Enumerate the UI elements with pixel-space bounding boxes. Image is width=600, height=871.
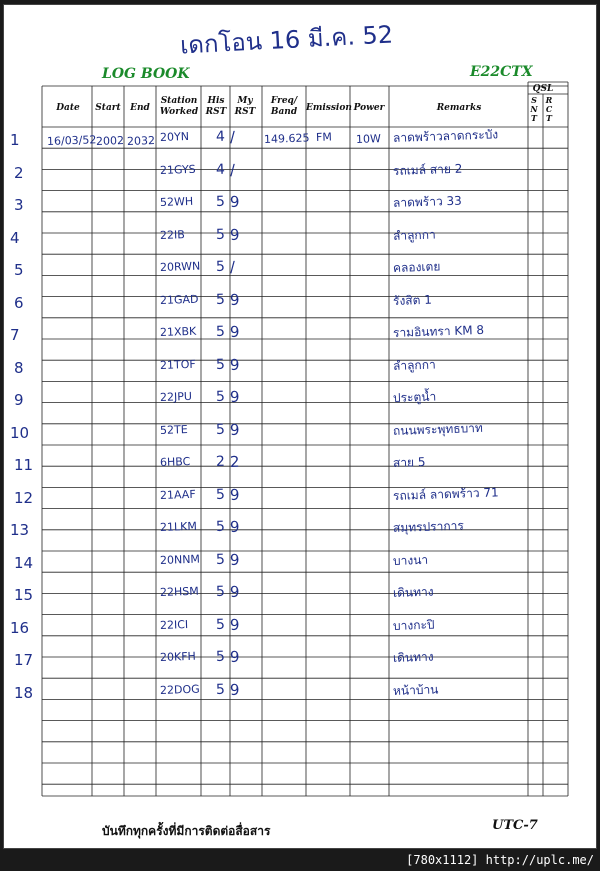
entry-my-rst: / [229, 257, 236, 276]
entry-station: 21TOF [159, 357, 196, 372]
entry-my-rst: 9 [229, 550, 240, 569]
entry-his-rst: 5 [215, 616, 226, 633]
entry-station: 22HSM [159, 584, 199, 599]
entry-my-rst: 9 [229, 290, 240, 309]
watermark: [780x1112] http://uplc.me/ [406, 853, 594, 867]
entry-number: 7 [10, 326, 20, 344]
entry-station: 21AAF [159, 487, 196, 502]
entry-his-rst: 4 [215, 161, 226, 178]
col-my-rst: My RST [234, 96, 256, 117]
entry-station: 20NNM [159, 552, 201, 567]
entry-station: 22IB [159, 227, 186, 242]
entry-his-rst: 5 [215, 258, 226, 275]
entry-my-rst: 9 [229, 582, 240, 601]
entry-number: 8 [14, 358, 24, 377]
entry-number: 14 [14, 553, 34, 572]
entry-his-rst: 5 [215, 648, 226, 665]
entry-number: 18 [14, 683, 34, 702]
entry-station: 22ICI [159, 617, 189, 632]
entry-remark: ประตูน้ำ [392, 389, 437, 405]
col-date: Date [56, 103, 80, 113]
entry-number: 5 [14, 261, 24, 279]
entry-remark: ลำลูกกา [392, 357, 436, 373]
entry-number: 2 [14, 163, 24, 182]
col-end: End [130, 103, 150, 113]
entry-number: 4 [10, 228, 20, 247]
entry-remark: ลาดพร้าว 33 [392, 193, 462, 210]
entry-station: 22DOG [159, 682, 200, 697]
entry-my-rst: 9 [229, 680, 240, 699]
entry-station: 52TE [159, 422, 188, 437]
entry-1-emission: FM [315, 130, 333, 144]
col-remarks: Remarks [436, 103, 482, 113]
entry-remark: รถเมล์ ลาดพร้าว 71 [392, 484, 499, 503]
entry-my-rst: 9 [229, 517, 240, 536]
entry-number: 17 [14, 651, 34, 669]
entry-his-rst: 5 [215, 681, 226, 698]
entry-station: 21XBK [159, 324, 197, 339]
entry-my-rst: 2 [229, 452, 240, 471]
entry-my-rst: / [229, 160, 236, 179]
entry-station: 21GYS [159, 162, 196, 177]
entry-1-start: 2002 [95, 134, 125, 148]
entry-my-rst: 9 [229, 485, 240, 504]
entry-1-date: 16/03/52 [46, 133, 97, 148]
entry-station: 52WH [159, 194, 194, 209]
entry-number: 15 [14, 586, 34, 604]
entry-his-rst: 5 [215, 226, 226, 243]
entry-my-rst: / [229, 127, 236, 146]
entry-my-rst: 9 [229, 420, 240, 439]
entry-1-end: 2032 [126, 134, 156, 148]
entry-station: 21GAD [159, 292, 199, 307]
entry-number: 3 [14, 196, 24, 214]
entry-remark: สมุทรปราการ [392, 518, 465, 535]
col-his-rst: His RST [205, 96, 227, 117]
entry-station: 20YN [159, 129, 190, 144]
entry-remark: ลำลูกกา [392, 227, 436, 243]
entry-number: 6 [14, 293, 24, 312]
entry-1-freq: 149.625 [263, 131, 310, 146]
entry-number: 9 [14, 391, 24, 409]
entry-1-power: 10W [355, 132, 382, 146]
col-power: Power [353, 103, 385, 113]
entry-number: 1 [10, 131, 20, 149]
entry-number: 16 [10, 618, 30, 637]
entry-remark: เดินทาง [392, 584, 434, 600]
entry-remark: ลาดพร้าวลาดกระบัง [392, 127, 499, 145]
entry-my-rst: 9 [229, 322, 240, 341]
entry-his-rst: 5 [215, 551, 226, 568]
entry-remark: ถนนพระพุทธบาท [392, 420, 484, 438]
entry-his-rst: 5 [215, 421, 226, 438]
entry-his-rst: 5 [215, 518, 226, 535]
entry-remark: หน้าบ้าน [392, 681, 439, 698]
entry-my-rst: 9 [229, 615, 240, 634]
entry-number: 12 [14, 488, 34, 507]
footer-code: UTC-7 [492, 818, 538, 833]
entry-his-rst: 5 [215, 356, 226, 373]
entry-his-rst: 5 [215, 193, 226, 210]
entry-my-rst: 9 [229, 225, 240, 244]
entry-his-rst: 5 [215, 388, 226, 405]
logbook-label: LOG BOOK [102, 66, 190, 82]
entry-my-rst: 9 [229, 192, 240, 211]
entry-my-rst: 9 [229, 387, 240, 406]
entry-his-rst: 4 [215, 128, 226, 145]
col-freq: Freq/ Band [270, 96, 298, 117]
entry-station: 21LKM [159, 519, 198, 534]
entry-my-rst: 9 [229, 355, 240, 374]
entry-number: 13 [10, 521, 30, 539]
col-qsl-rct: R C T [545, 95, 553, 123]
entry-number: 10 [10, 423, 30, 442]
col-qsl-snt: S N T [530, 95, 538, 123]
col-start: Start [95, 103, 121, 113]
entry-my-rst: 9 [229, 647, 240, 666]
entry-remark: สาย 5 [392, 454, 426, 470]
handwritten-title: เดกโอน 16 มี.ค. 52 [179, 20, 394, 60]
entry-remark: รามอินทรา KM 8 [392, 322, 485, 340]
entry-remark: รถเมล์ สาย 2 [392, 161, 463, 178]
entry-his-rst: 5 [215, 323, 226, 340]
entry-his-rst: 2 [215, 453, 226, 470]
entry-remark: คลองเตย [392, 259, 441, 275]
entry-station: 20KFH [159, 649, 197, 664]
entry-remark: เดินทาง [392, 649, 434, 665]
entry-remark: รังสิต 1 [392, 292, 433, 308]
entry-number: 11 [14, 456, 34, 474]
footer-note: บันทึกทุกครั้งที่มีการติดต่อสื่อสาร [102, 824, 271, 838]
entry-remark: บางกะปิ [392, 617, 435, 633]
entry-his-rst: 5 [215, 486, 226, 503]
entry-station: 20RWN [159, 259, 201, 274]
entry-remark: บางนา [392, 552, 429, 568]
entry-his-rst: 5 [215, 291, 226, 308]
entry-his-rst: 5 [215, 583, 226, 600]
col-qsl: QSL [532, 84, 554, 94]
col-emission: Emission [306, 103, 352, 113]
entry-station: 22JPU [159, 389, 193, 404]
entry-station: 6HBC [159, 454, 191, 469]
callsign-label: E22CTX [470, 64, 533, 80]
col-station: Station Worked [159, 96, 199, 117]
